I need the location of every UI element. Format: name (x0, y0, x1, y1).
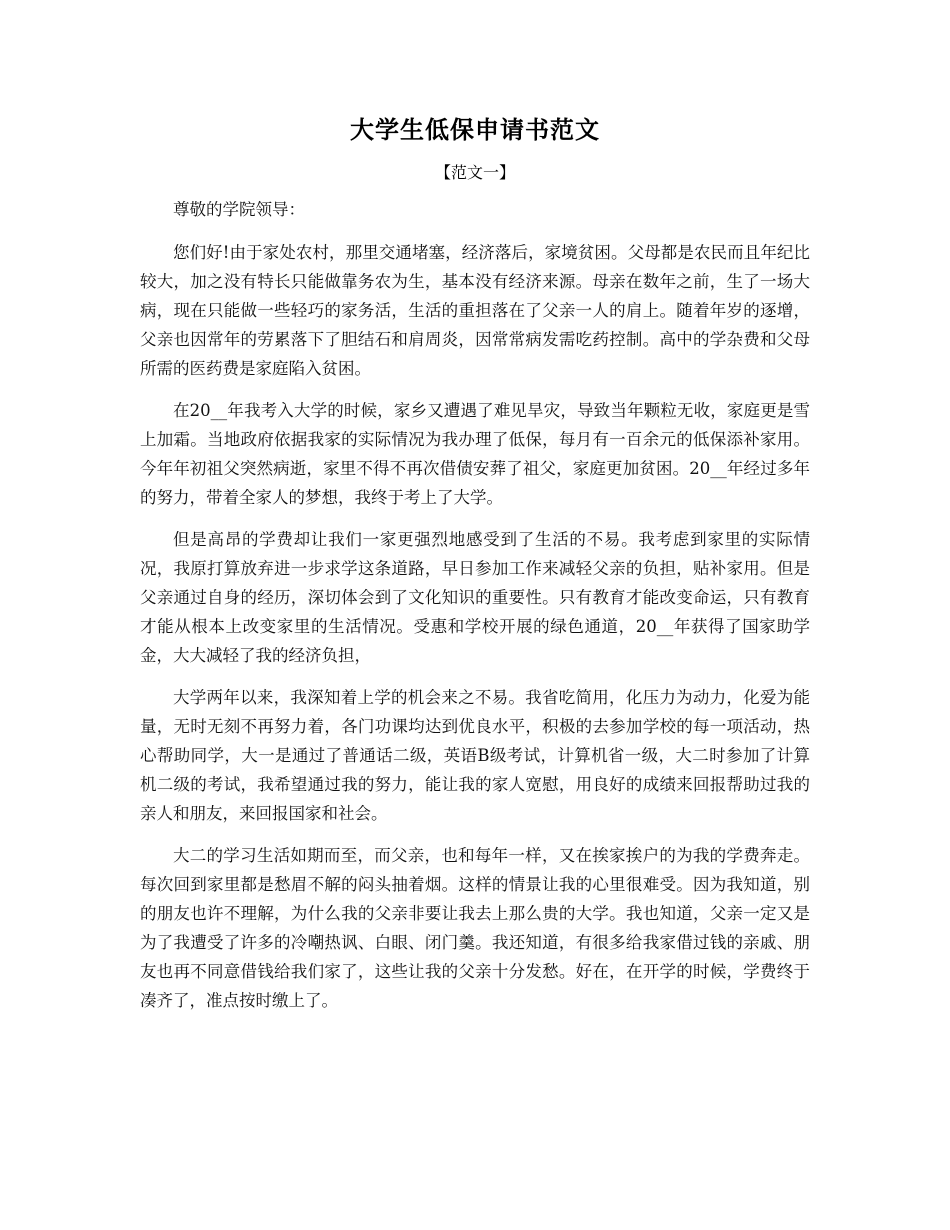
salutation: 尊敬的学院领导： (173, 200, 305, 219)
paragraph-2: 在20__年我考入大学的时候，家乡又遭遇了难见旱灾，导致当年颗粒无收，家庭更是雪上加霜。当地政府依据我家的实际情况为我办理了低保，每月有一百余元的低保添补家用。今年年初祖父突然病逝，家里不得不再次借债安葬了祖父，家庭更加贫困。20__年经过多年的努力，带着全家人的梦想，我终于考上了大学。 (140, 401, 810, 507)
paragraph-4: 大学两年以来，我深知着上学的机会来之不易。我省吃简用，化压力为动力，化爱为能量，无时无刻不再努力着，各门功课均达到优良水平，积极的去参加学校的每一项活动，热心帮助同学，大一是通过了普通话二级，英语B级考试，计算机省一级，大二时参加了计算机二级的考试，我希望通过我的努力，能让我的家人宽慰，用良好的成绩来回报帮助过我的亲人和朋友，来回报国家和社会。 (140, 688, 810, 823)
paragraph-3: 但是高昂的学费却让我们一家更强烈地感受到了生活的不易。我考虑到家里的实际情况，我原打算放弃进一步求学这条道路，早日参加工作来减轻父亲的负担，贴补家用。但是父亲通过自身的经历，深切体会到了文化知识的重要性。只有教育才能改变命运，只有教育才能从根本上改变家里的生活情况。受惠和学校开展的绿色通道，20__年获得了国家助学金，大大减轻了我的经济负担， (140, 530, 810, 665)
paragraph-5: 大二的学习生活如期而至，而父亲，也和每年一样，又在挨家挨户的为我的学费奔走。每次回到家里都是愁眉不解的闷头抽着烟。这样的情景让我的心里很难受。因为我知道，别的朋友也许不理解，为什么我的父亲非要让我去上那么贵的大学。我也知道，父亲一定又是为了我遭受了许多的冷嘲热讽、白眼、闭门羹。我还知道，有很多给我家借过钱的亲戚、朋友也再不同意借钱给我们家了，这些让我的父亲十分发愁。好在，在开学的时候，学费终于凑齐了，准点按时缴上了。 (140, 846, 810, 1010)
document-body (140, 196, 810, 1028)
document-title: 大学生低保申请书范文 (350, 116, 600, 144)
document-subtitle: 【范文一】 (434, 163, 515, 182)
paragraph-1: 您们好!由于家处农村，那里交通堵塞，经济落后，家境贫困。父母都是农民而且年纪比较大，加之没有特长只能做靠务农为生，基本没有经济来源。母亲在数年之前，生了一场大病，现在只能做一些轻巧的家务活，生活的重担落在了父亲一人的肩上。随着年岁的逐增，父亲也因常年的劳累落下了胆结石和肩周炎，因常常病发需吃药控制。高中的学杂费和父母所需的医药费是家庭陷入贫困。 (140, 243, 810, 378)
